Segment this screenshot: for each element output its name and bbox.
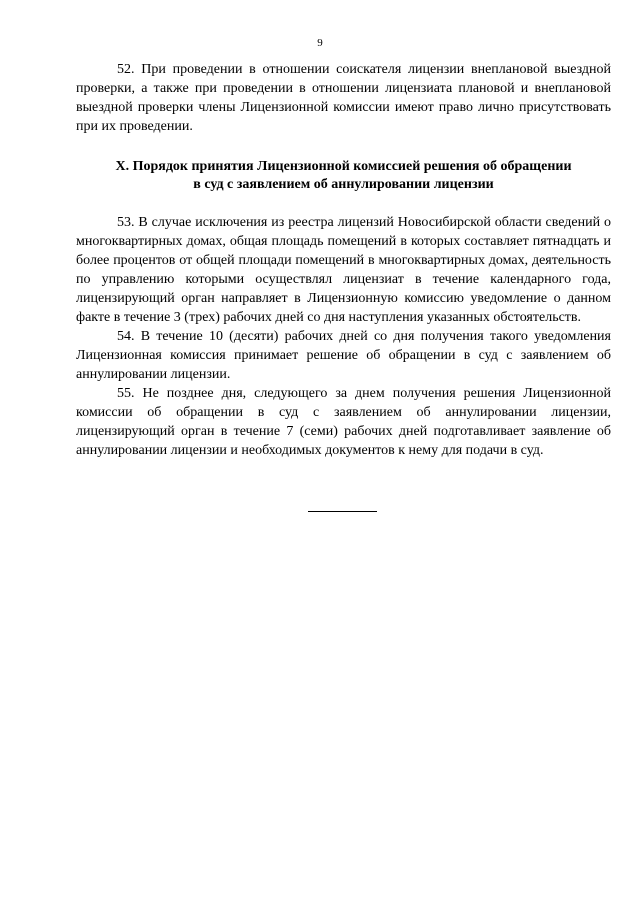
paragraph-52: 52. При проведении в отношении соискателя лицензии внеплановой выездной проверки, а также при проведении в отношении лицензиата плановой и внеплановой выездной проверки члены Лицензионной комиссии имеют право лично присутствовать при их проведении. [76,62,611,134]
paragraph-54: 54. В течение 10 (десяти) рабочих дней со дня получения такого уведомления Лицензионная комиссия принимает решение об обращении в суд с заявлением об аннулировании лицензии. [76,329,611,382]
page-number: 9 [317,37,323,49]
document-body [76,60,611,460]
section-heading [76,158,611,194]
paragraph-55: 55. Не позднее дня, следующего за днем получения решения Лицензионной комиссии об обращении в суд с заявлением об аннулировании лицензии, лицензирующий орган в течение 7 (семи) рабочих дней подготавливает заявление об аннулировании лицензии и необходимых документов к нему для подачи в суд. [76,386,611,458]
end-of-document-rule [308,511,377,512]
paragraph-53: 53. В случае исключения из реестра лицензий Новосибирской области сведений о многоквартирных домах, общая площадь помещений в которых составляет пятнадцать и более процентов от общей площади помещений в многоквартирных домах, деятельность по управлению которыми осуществлял лицензиат в течение календарного года, лицензирующий орган направляет в Лицензионную комиссию уведомление о данном факте в течение 3 (трех) рабочих дней со дня наступления указанных обстоятельств. [76,215,611,325]
section-heading-line-1: X. Порядок принятия Лицензионной комиссией решения об обращении [115,159,572,174]
section-heading-line-2: в суд с заявлением об аннулировании лицензии [193,177,494,192]
